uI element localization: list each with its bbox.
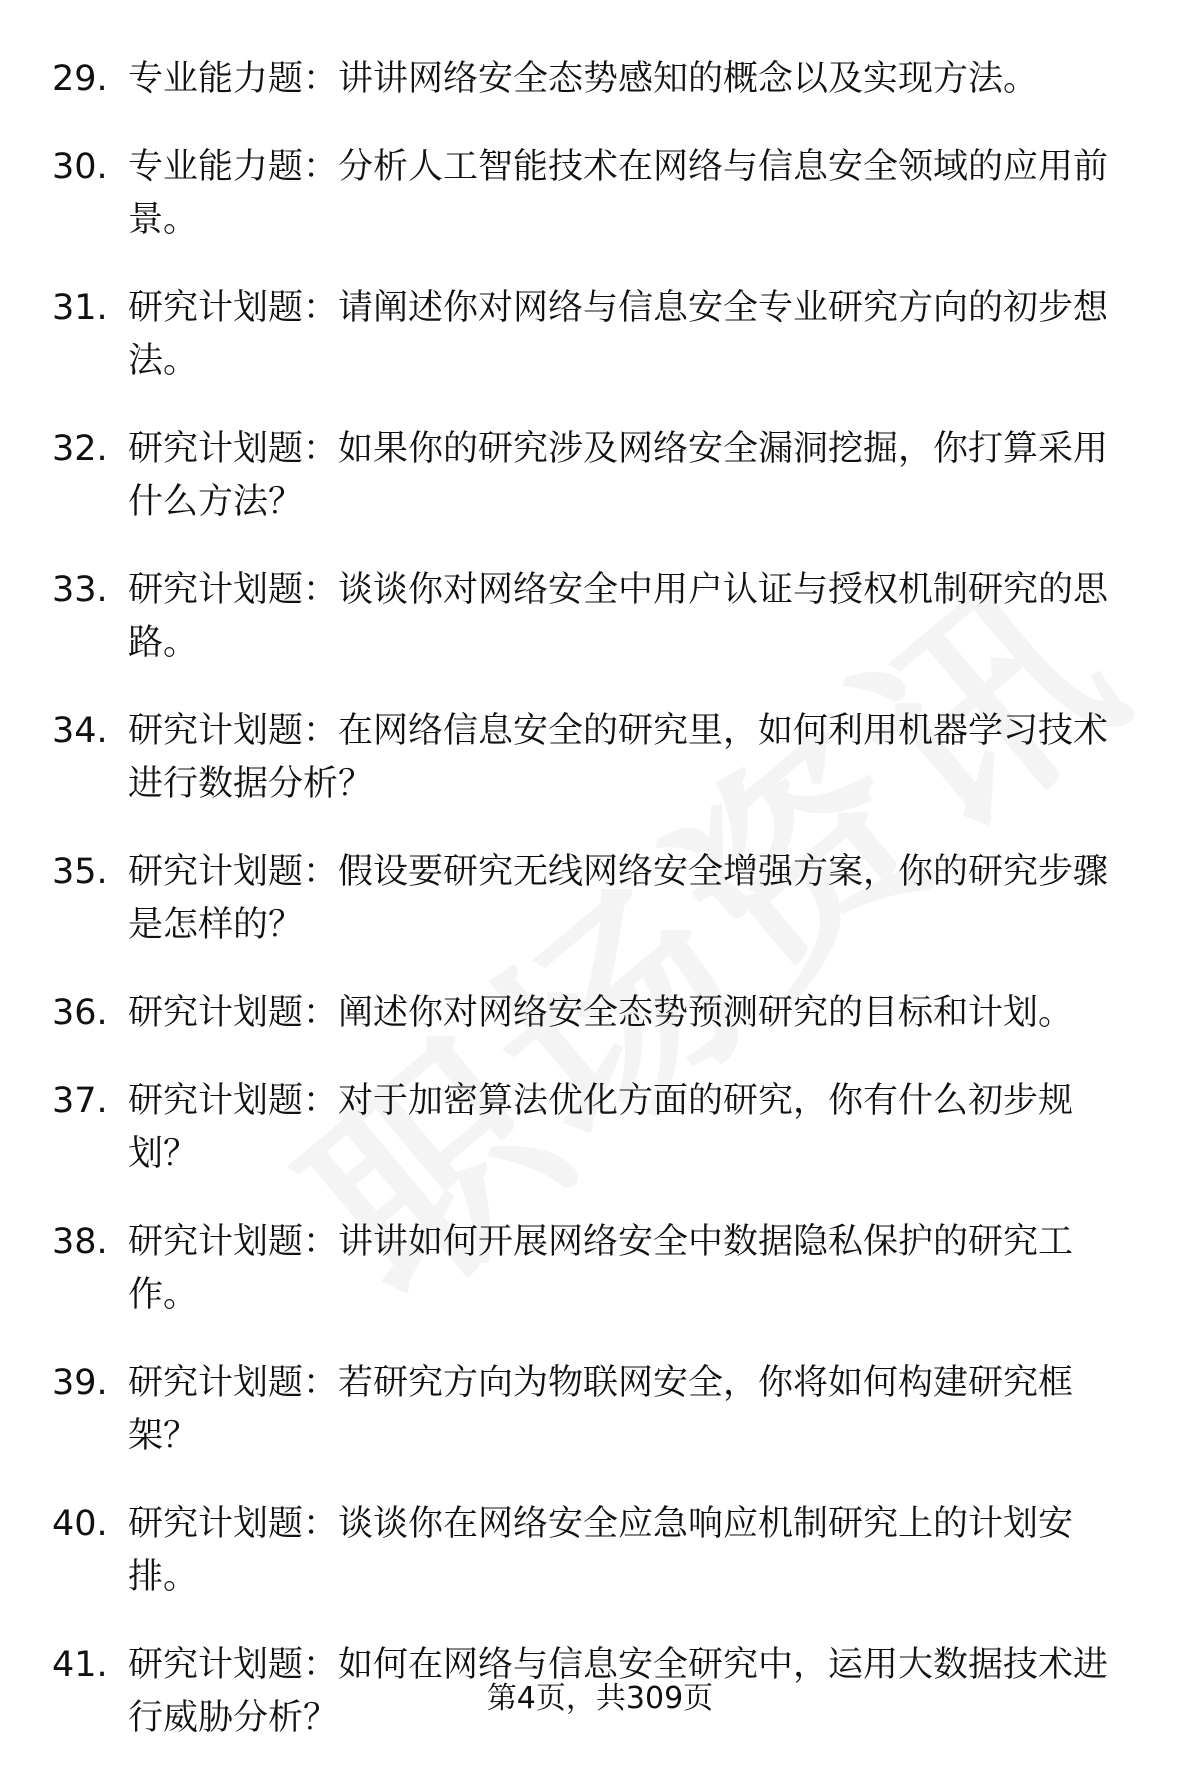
question-text: 研究计划题：如何在网络与信息安全研究中，运用大数据技术进行威胁分析？ <box>128 1645 1109 1738</box>
question-item <box>0 1075 1200 1181</box>
question-item <box>0 1216 1200 1322</box>
question-number: 41. <box>52 1645 108 1685</box>
page-footer: 第4页，共309页 <box>486 1681 714 1716</box>
question-number: 35. <box>52 852 108 892</box>
question-text: 研究计划题：在网络信息安全的研究里，如何利用机器学习技术进行数据分析？ <box>128 711 1109 804</box>
question-number: 32. <box>52 429 108 469</box>
question-item <box>0 705 1200 811</box>
question-text: 研究计划题：对于加密算法优化方面的研究，你有什么初步规划？ <box>128 1081 1074 1174</box>
question-text: 研究计划题：假设要研究无线网络安全增强方案，你的研究步骤是怎样的？ <box>128 852 1109 945</box>
question-item <box>0 564 1200 670</box>
question-text: 研究计划题：谈谈你对网络安全中用户认证与授权机制研究的思路。 <box>128 570 1109 663</box>
question-text: 研究计划题：请阐述你对网络与信息安全专业研究方向的初步想法。 <box>128 288 1109 381</box>
question-item <box>0 987 1200 1040</box>
question-number: 36. <box>52 993 108 1033</box>
question-number: 29. <box>52 59 108 99</box>
question-text: 研究计划题：若研究方向为物联网安全，你将如何构建研究框架？ <box>128 1363 1074 1456</box>
question-number: 31. <box>52 288 108 328</box>
question-text: 专业能力题：分析人工智能技术在网络与信息安全领域的应用前景。 <box>128 147 1109 240</box>
question-number: 30. <box>52 147 108 187</box>
question-item <box>0 53 1200 106</box>
question-item <box>0 423 1200 529</box>
question-item <box>0 846 1200 952</box>
question-number: 38. <box>52 1222 108 1262</box>
question-list <box>0 53 1200 1780</box>
question-text: 研究计划题：阐述你对网络安全态势预测研究的目标和计划。 <box>128 993 1074 1033</box>
question-number: 33. <box>52 570 108 610</box>
question-item <box>0 141 1200 247</box>
question-text: 研究计划题：讲讲如何开展网络安全中数据隐私保护的研究工作。 <box>128 1222 1074 1315</box>
question-item <box>0 1498 1200 1604</box>
question-number: 37. <box>52 1081 108 1121</box>
question-text: 研究计划题：如果你的研究涉及网络安全漏洞挖掘，你打算采用什么方法？ <box>128 429 1109 522</box>
question-number: 40. <box>52 1504 108 1544</box>
question-number: 34. <box>52 711 108 751</box>
question-text: 研究计划题：谈谈你在网络安全应急响应机制研究上的计划安排。 <box>128 1504 1074 1597</box>
question-number: 39. <box>52 1363 108 1403</box>
question-text: 专业能力题：讲讲网络安全态势感知的概念以及实现方法。 <box>128 59 1039 99</box>
question-item <box>0 1357 1200 1463</box>
question-item <box>0 282 1200 388</box>
